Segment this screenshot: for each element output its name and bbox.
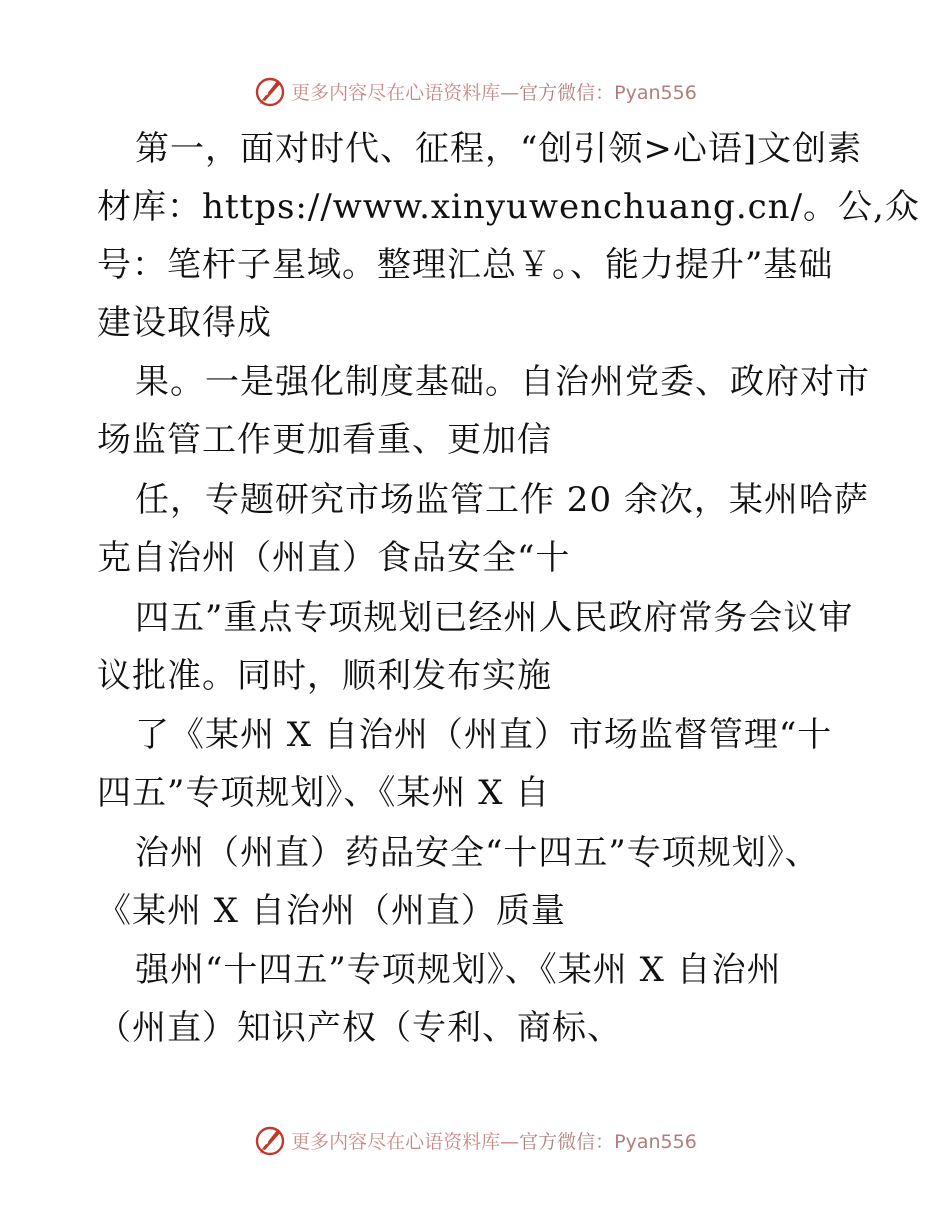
text-line: 四五”专项规划》、《某州 X 自 <box>97 773 551 813</box>
text-line: 《某州 X 自治州（州直）质量 <box>97 891 566 931</box>
text-line: 四五”重点专项规划已经州人民政府常务会议审 <box>135 598 854 638</box>
text-line: 材库：https://www.xinyuwenchuang.cn/。公,众 <box>97 187 920 227</box>
text-line: 治州（州直）药品安全“十四五”专项规划》、 <box>135 833 820 873</box>
banner-main-text: 更多内容尽在心语资料库 <box>291 1130 501 1153</box>
quill-pen-logo-icon <box>253 74 287 108</box>
banner-separator: — <box>500 1130 520 1153</box>
text-line: 任，专题研究市场监管工作 20 余次，某州哈萨 <box>135 480 869 520</box>
text-line: 号：笔杆子星域。整理汇总￥。、能力提升”基础 <box>97 245 834 285</box>
text-line: 场监管工作更加看重、更加信 <box>97 420 552 460</box>
text-line: （州直）知识产权（专利、商标、 <box>97 1008 622 1048</box>
header-banner <box>0 71 950 111</box>
text-line: 克自治州（州直）食品安全“十 <box>97 538 571 578</box>
footer-banner <box>0 1120 950 1160</box>
text-line: 议批准。同时，顺利发布实施 <box>97 656 552 696</box>
text-line: 建设取得成 <box>97 303 272 343</box>
banner-wechat-text: 官方微信：Pyan556 <box>519 1130 697 1153</box>
banner-wechat-text: 官方微信：Pyan556 <box>519 81 697 104</box>
text-line: 了《某州 X 自治州（州直）市场监督管理“十 <box>135 715 833 755</box>
text-line: 果。一是强化制度基础。自治州党委、政府对市 <box>135 362 870 402</box>
banner-separator: — <box>500 81 520 104</box>
text-line: 第一，面对时代、征程，“创引领>心语]文创素 <box>135 129 863 169</box>
banner-main-text: 更多内容尽在心语资料库 <box>291 81 501 104</box>
quill-pen-logo-icon <box>253 1123 287 1157</box>
text-line: 强州“十四五”专项规划》、《某州 X 自治州 <box>135 950 782 990</box>
